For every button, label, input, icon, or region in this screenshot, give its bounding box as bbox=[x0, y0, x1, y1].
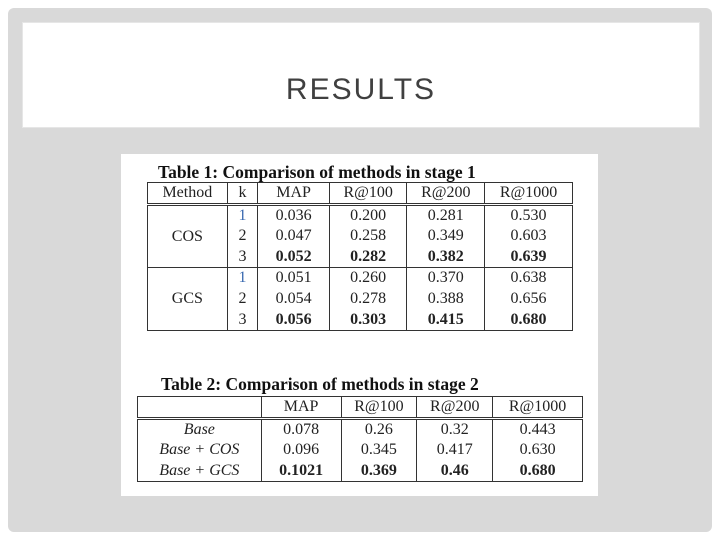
table2-header-r200: R@200 bbox=[417, 397, 493, 419]
r100-cell: 0.258 bbox=[329, 226, 407, 247]
r1000-cell: 0.680 bbox=[485, 310, 573, 331]
map-cell: 0.052 bbox=[258, 247, 330, 268]
r200-cell: 0.370 bbox=[407, 268, 485, 289]
r200-cell: 0.32 bbox=[417, 419, 493, 440]
r100-cell: 0.282 bbox=[329, 247, 407, 268]
table1-header-row bbox=[148, 183, 573, 205]
r1000-cell: 0.530 bbox=[485, 205, 573, 226]
method-cell: Base + COS bbox=[138, 440, 262, 461]
table2-header-row bbox=[138, 397, 583, 419]
r100-cell: 0.303 bbox=[329, 310, 407, 331]
map-cell: 0.096 bbox=[261, 440, 341, 461]
table2-header-r1000: R@1000 bbox=[493, 397, 583, 419]
r200-cell: 0.349 bbox=[407, 226, 485, 247]
r100-cell: 0.278 bbox=[329, 289, 407, 310]
r100-cell: 0.200 bbox=[329, 205, 407, 226]
map-cell: 0.1021 bbox=[261, 461, 341, 482]
table1-header-r200: R@200 bbox=[407, 183, 485, 205]
r1000-cell: 0.639 bbox=[485, 247, 573, 268]
r200-cell: 0.417 bbox=[417, 440, 493, 461]
slide-title: RESULTS bbox=[285, 73, 437, 106]
table1-header-r100: R@100 bbox=[329, 183, 407, 205]
table-row bbox=[138, 440, 583, 461]
map-cell: 0.056 bbox=[258, 310, 330, 331]
r100-cell: 0.345 bbox=[341, 440, 417, 461]
r1000-cell: 0.680 bbox=[493, 461, 583, 482]
k-cell: 2 bbox=[227, 226, 258, 247]
table1-header-k: k bbox=[227, 183, 258, 205]
results-image bbox=[121, 154, 598, 496]
method-cell-cos: COS bbox=[148, 205, 228, 268]
table1-header-map: MAP bbox=[258, 183, 330, 205]
table1 bbox=[147, 182, 573, 331]
table2-header-r100: R@100 bbox=[341, 397, 417, 419]
k-cell: 1 bbox=[227, 268, 258, 289]
method-cell-gcs: GCS bbox=[148, 268, 228, 331]
k-cell: 1 bbox=[227, 205, 258, 226]
table1-header-r1000: R@1000 bbox=[485, 183, 573, 205]
table2 bbox=[137, 396, 583, 482]
table-row bbox=[148, 268, 573, 289]
table1-header-method: Method bbox=[148, 183, 228, 205]
table2-caption: Table 2: Comparison of methods in stage 2 bbox=[161, 374, 479, 394]
r1000-cell: 0.443 bbox=[493, 419, 583, 440]
k-cell: 3 bbox=[227, 310, 258, 331]
r200-cell: 0.415 bbox=[407, 310, 485, 331]
table2-header-map: MAP bbox=[261, 397, 341, 419]
table-row bbox=[138, 419, 583, 440]
r200-cell: 0.382 bbox=[407, 247, 485, 268]
method-cell: Base + GCS bbox=[138, 461, 262, 482]
r200-cell: 0.388 bbox=[407, 289, 485, 310]
table-row bbox=[138, 461, 583, 482]
table1-caption: Table 1: Comparison of methods in stage 1 bbox=[158, 162, 476, 182]
table2-header-method bbox=[138, 397, 262, 419]
map-cell: 0.047 bbox=[258, 226, 330, 247]
k-cell: 2 bbox=[227, 289, 258, 310]
r200-cell: 0.281 bbox=[407, 205, 485, 226]
r1000-cell: 0.656 bbox=[485, 289, 573, 310]
k-cell: 3 bbox=[227, 247, 258, 268]
title-placeholder bbox=[22, 22, 700, 128]
table-row bbox=[148, 205, 573, 226]
r1000-cell: 0.603 bbox=[485, 226, 573, 247]
map-cell: 0.078 bbox=[261, 419, 341, 440]
r1000-cell: 0.638 bbox=[485, 268, 573, 289]
r100-cell: 0.260 bbox=[329, 268, 407, 289]
r1000-cell: 0.630 bbox=[493, 440, 583, 461]
r100-cell: 0.369 bbox=[341, 461, 417, 482]
map-cell: 0.036 bbox=[258, 205, 330, 226]
map-cell: 0.054 bbox=[258, 289, 330, 310]
map-cell: 0.051 bbox=[258, 268, 330, 289]
method-cell: Base bbox=[138, 419, 262, 440]
r100-cell: 0.26 bbox=[341, 419, 417, 440]
r200-cell: 0.46 bbox=[417, 461, 493, 482]
